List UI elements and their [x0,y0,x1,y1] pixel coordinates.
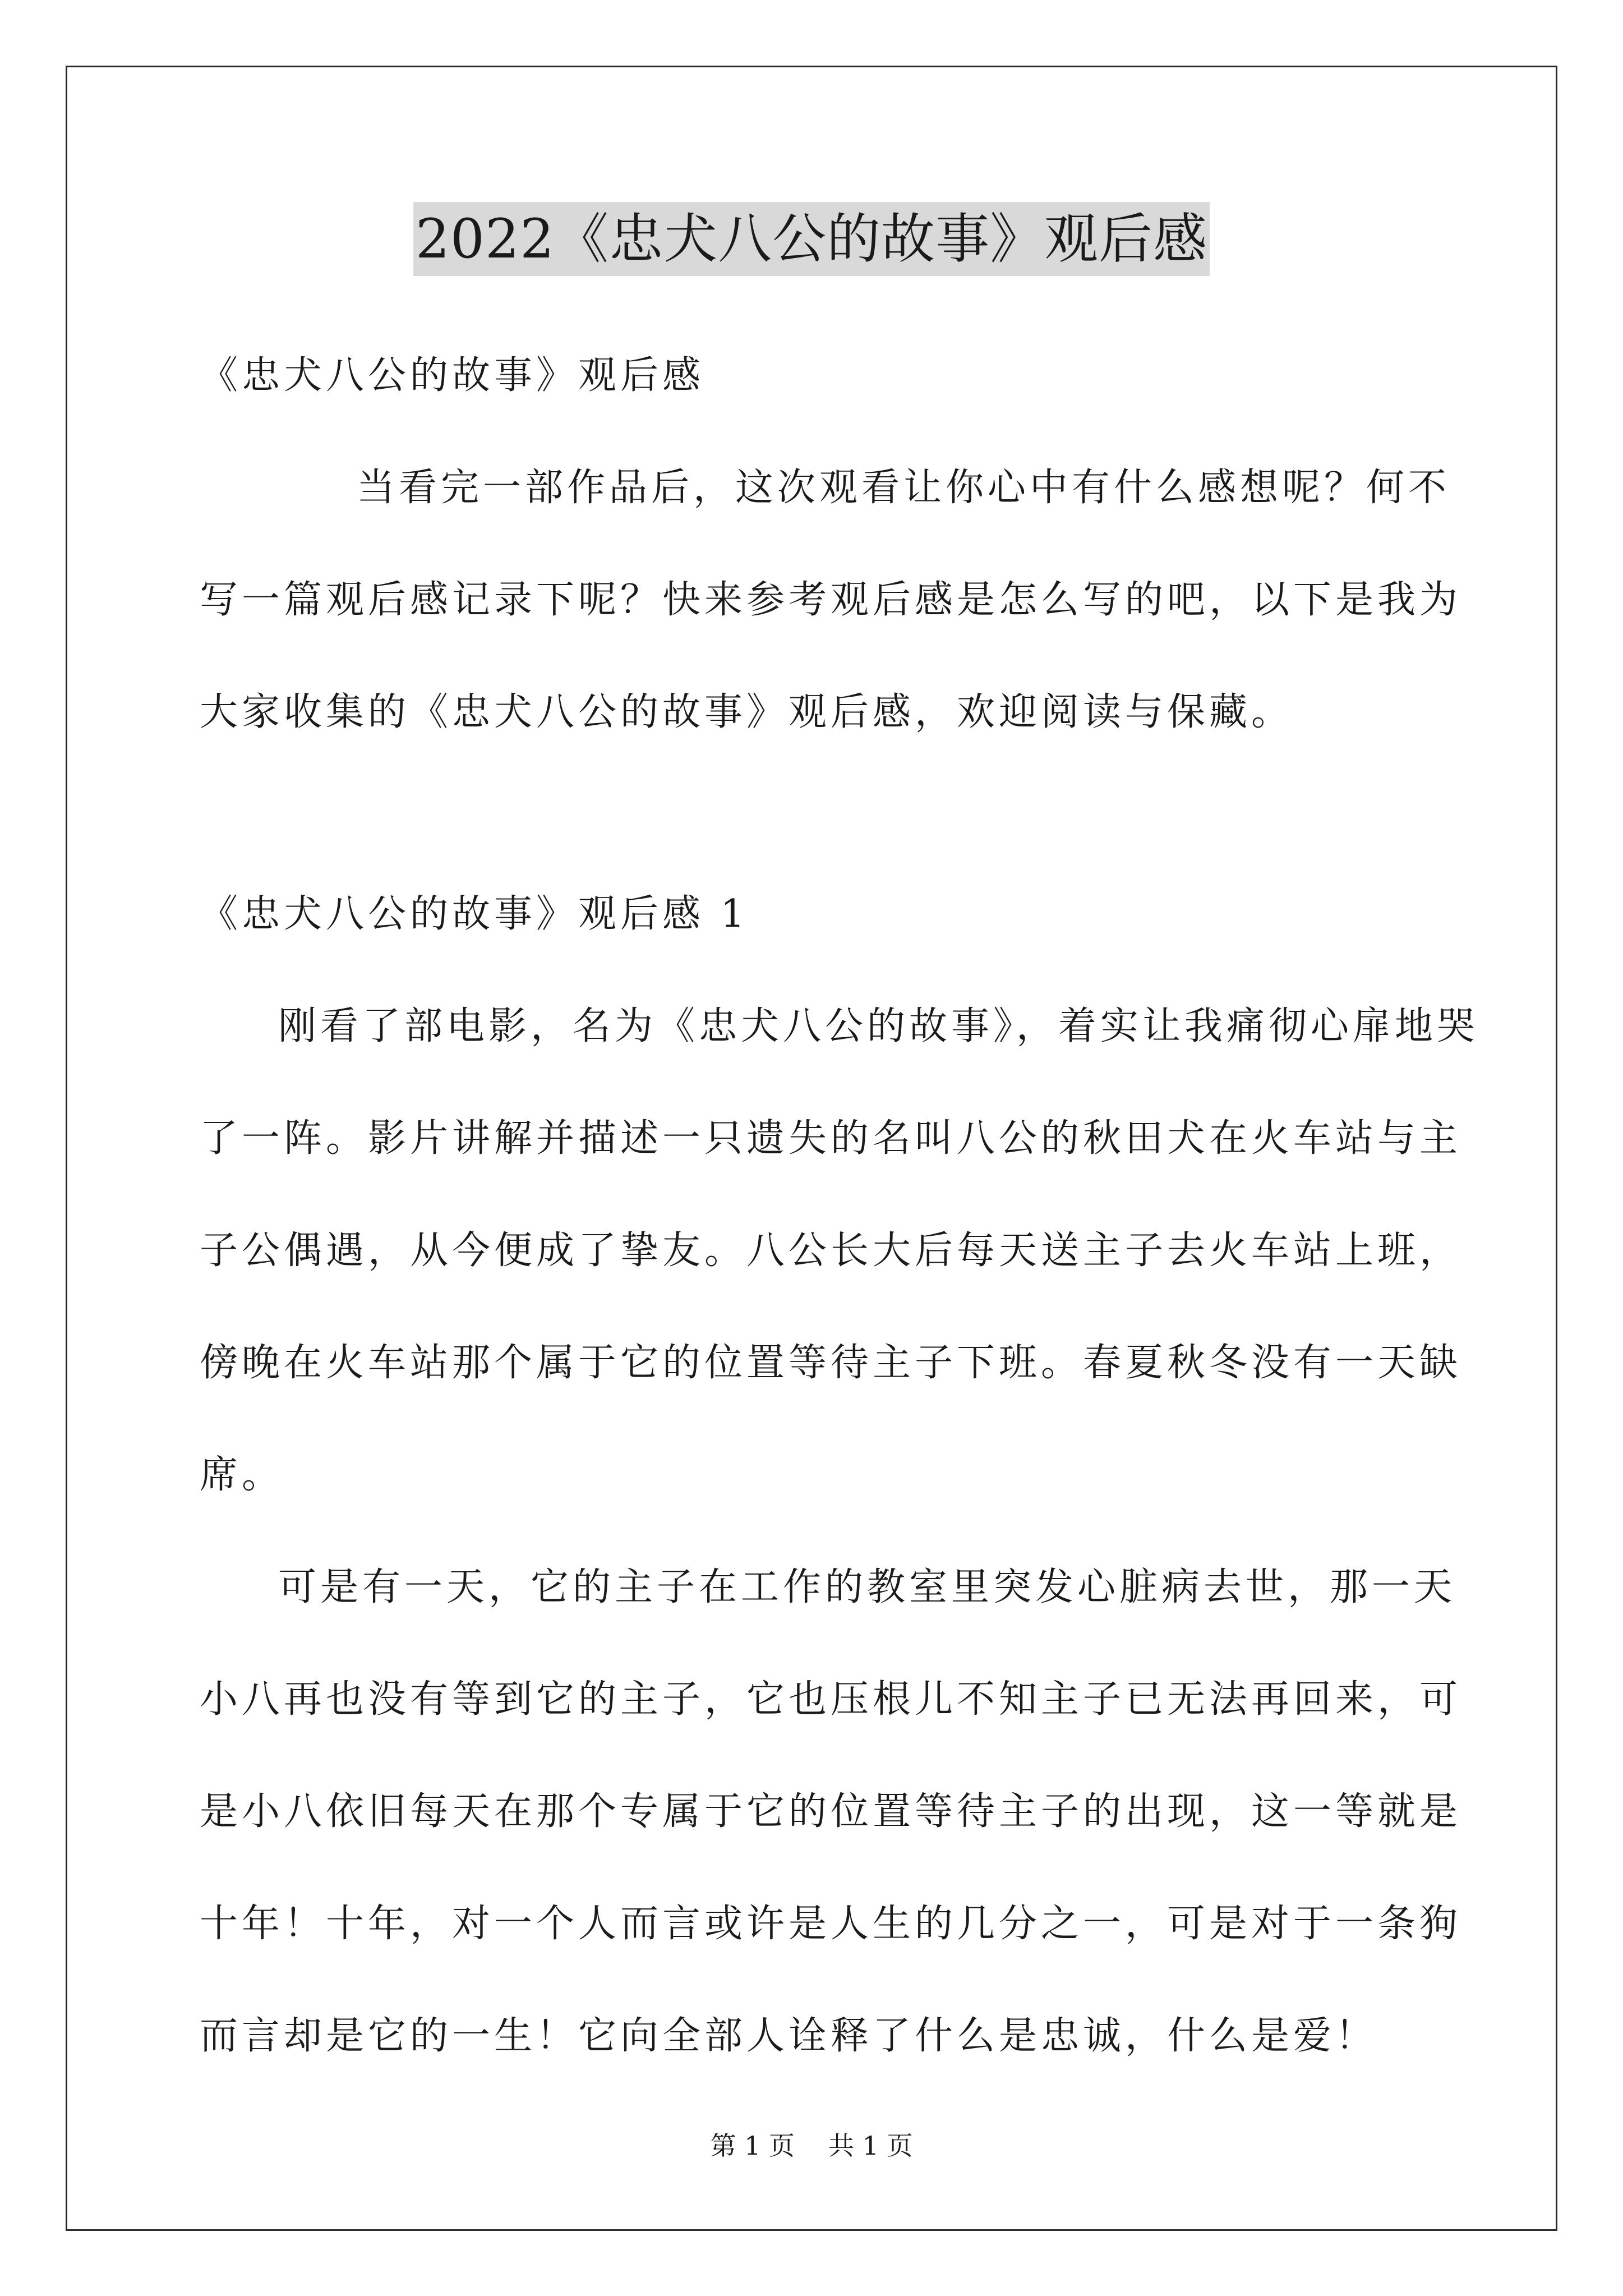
subtitle-block [200,320,1433,432]
document-title: 2022《忠犬八公的故事》观后感 [413,202,1210,276]
intro-line: 当看完一部作品后，这次观看让你心中有什么感想呢？何不 [357,466,1451,510]
paragraph-line: 席。 [200,1453,284,1497]
section-heading: 《忠犬八公的故事》观后感 1 [200,892,749,936]
paragraph-line: 而言却是它的一生！它向全部人诠释了什么是忠诚，什么是爱！ [200,2014,1378,2058]
paragraph-line: 傍晚在火车站那个属于它的位置等待主子下班。春夏秋冬没有一天缺 [200,1341,1462,1385]
page-footer [0,2129,1623,2162]
paragraph-line: 刚看了部电影，名为《忠犬八公的故事》，着实让我痛彻心扉地哭 [278,1004,1479,1048]
paragraph-1 [200,970,1479,1531]
intro-line: 写一篇观后感记录下呢？快来参考观后感是怎么写的吧，以下是我为 [200,578,1462,622]
document-subtitle: 《忠犬八公的故事》观后感 [200,353,705,398]
section-heading-block [200,858,1433,970]
paragraph-line: 子公偶遇，从今便成了挚友。八公长大后每天送主子去火车站上班， [200,1228,1462,1273]
intro-paragraph [200,432,1462,769]
paragraph-line: 可是有一天，它的主子在工作的教室里突发心脏病去世，那一天 [278,1565,1456,1609]
paragraph-2 [200,1531,1462,2092]
paragraph-line: 小八再也没有等到它的主子，它也压根儿不知主子已无法再回来，可 [200,1677,1462,1722]
title-container [0,202,1623,276]
page-number: 第 1 页 [710,2131,795,2161]
paragraph-line: 了一阵。影片讲解并描述一只遗失的名叫八公的秋田犬在火车站与主 [200,1116,1462,1161]
paragraph-line: 十年！十年，对一个人而言或许是人生的几分之一，可是对于一条狗 [200,1902,1462,1946]
page-total: 共 1 页 [828,2131,913,2161]
intro-line: 大家收集的《忠犬八公的故事》观后感，欢迎阅读与保藏。 [200,690,1294,734]
paragraph-line: 是小八依旧每天在那个专属于它的位置等待主子的出现，这一等就是 [200,1789,1462,1834]
